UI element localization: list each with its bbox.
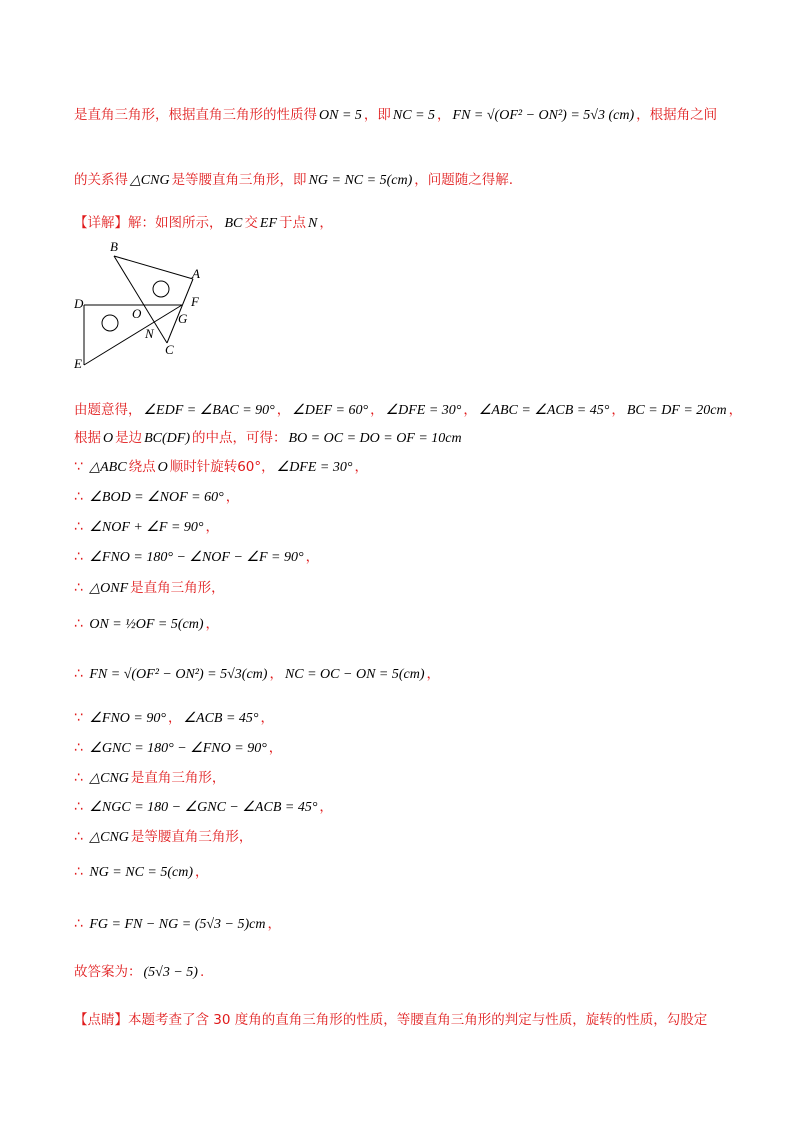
line-19 bbox=[74, 914, 281, 935]
line-16 bbox=[74, 797, 333, 818]
math-expr: ∠DFE = 30° bbox=[276, 460, 353, 475]
line-21 bbox=[74, 1010, 707, 1030]
text-run: ， bbox=[437, 107, 451, 123]
line-1 bbox=[74, 105, 717, 126]
logic-symbol: ∴ bbox=[74, 864, 88, 880]
math-expr: O bbox=[103, 431, 114, 446]
circle-def bbox=[102, 315, 118, 331]
label-A: A bbox=[192, 266, 200, 281]
math-expr: NG = NC = 5(cm) bbox=[308, 173, 413, 188]
text-run: 根据 bbox=[74, 430, 101, 446]
line-15 bbox=[74, 768, 225, 789]
math-expr: NC = 5 bbox=[392, 108, 436, 123]
text-run: ， bbox=[205, 616, 220, 632]
text-run: ， bbox=[267, 916, 281, 932]
math-expr: BC bbox=[224, 216, 243, 231]
math-expr: △ABC bbox=[89, 460, 127, 475]
text-run: 绕点 bbox=[128, 459, 156, 475]
text-run: 是直角三角形， bbox=[130, 770, 226, 786]
text-run: ， bbox=[225, 489, 240, 505]
line-9 bbox=[74, 547, 319, 568]
math-expr: ∠FNO = 180° − ∠NOF − ∠F = 90° bbox=[89, 550, 304, 565]
text-run: ， bbox=[268, 740, 283, 756]
math-expr: ON = 5 bbox=[319, 108, 362, 123]
logic-symbol: ∵ bbox=[74, 459, 88, 475]
math-expr: ∠NOF + ∠F = 90° bbox=[89, 520, 204, 535]
text-run: ， bbox=[611, 402, 625, 418]
text-run: 解：如图所示， bbox=[128, 215, 223, 231]
math-expr: FG = FN − NG = (5√3 − 5)cm bbox=[89, 917, 266, 932]
logic-symbol: ∴ bbox=[74, 489, 88, 505]
math-expr: ∠ACB = 45° bbox=[183, 711, 259, 726]
text-run: 于点 bbox=[279, 215, 306, 231]
logic-symbol: ∴ bbox=[74, 829, 88, 845]
line-10 bbox=[74, 578, 225, 599]
text-run: 【点睛】 bbox=[74, 1012, 128, 1028]
text-run: 交 bbox=[244, 215, 258, 231]
text-run: ，问题随之得解. bbox=[414, 172, 514, 188]
text-run: 由题意得， bbox=[74, 402, 142, 418]
math-expr: △ONF bbox=[89, 581, 129, 596]
text-run: 是直角三角形，根据直角三角形的性质得 bbox=[74, 107, 317, 123]
text-run: 本题考查了含 30 度角的直角三角形的性质，等腰直角三角形的判定与性质，旋转的性质，勾股定 bbox=[128, 1012, 708, 1028]
text-run: 60° bbox=[237, 459, 262, 475]
math-expr: △CNG bbox=[89, 771, 129, 786]
text-run: 是等腰直角三角形， bbox=[130, 829, 253, 845]
logic-symbol: ∴ bbox=[74, 740, 88, 756]
math-expr: O bbox=[157, 460, 168, 475]
label-N: N bbox=[145, 326, 154, 341]
math-expr: ∠FNO = 90° bbox=[89, 711, 166, 726]
text-run: ， bbox=[319, 215, 333, 231]
line-18 bbox=[74, 862, 209, 883]
logic-symbol: ∴ bbox=[74, 770, 88, 786]
math-expr: ∠NGC = 180 − ∠GNC − ∠ACB = 45° bbox=[89, 800, 318, 815]
line-12 bbox=[74, 664, 440, 685]
label-C: C bbox=[165, 342, 174, 357]
math-expr: BO = OC = DO = OF = 10cm bbox=[288, 431, 462, 446]
geometry-figure bbox=[74, 239, 200, 371]
label-B: B bbox=[110, 239, 118, 254]
text-run: 是等腰直角三角形，即 bbox=[171, 172, 307, 188]
math-expr: (5√3 − 5) bbox=[143, 965, 198, 980]
text-run: ， bbox=[269, 666, 283, 682]
logic-symbol: ∵ bbox=[74, 710, 88, 726]
text-run: ，即 bbox=[363, 107, 391, 123]
math-expr: ∠DEF = 60° bbox=[292, 403, 369, 418]
text-run: 是直角三角形， bbox=[130, 580, 225, 596]
line-11 bbox=[74, 614, 219, 635]
text-run: ， bbox=[205, 519, 220, 535]
text-run: ，根据角之间 bbox=[636, 107, 718, 123]
label-O: O bbox=[132, 306, 142, 321]
text-run: ， bbox=[276, 402, 291, 418]
label-F: F bbox=[191, 294, 199, 309]
circle-abc bbox=[153, 281, 169, 297]
text-run: 是边 bbox=[115, 430, 143, 446]
text-run: ， bbox=[354, 459, 368, 475]
logic-symbol: ∴ bbox=[74, 799, 88, 815]
text-run: 【详解】 bbox=[74, 215, 128, 231]
text-run: 的关系得 bbox=[74, 172, 128, 188]
math-expr: △CNG bbox=[89, 830, 129, 845]
math-expr: N bbox=[308, 216, 318, 231]
logic-symbol: ∴ bbox=[74, 549, 88, 565]
line-3 bbox=[74, 213, 333, 234]
text-run: ， bbox=[426, 666, 440, 682]
line-14 bbox=[74, 738, 282, 759]
text-run: ， bbox=[728, 402, 743, 418]
math-expr: NG = NC = 5(cm) bbox=[89, 865, 194, 880]
math-expr: ON = ½OF = 5(cm) bbox=[89, 617, 204, 632]
math-expr: ∠EDF = ∠BAC = 90° bbox=[143, 403, 275, 418]
text-run: 顺时针旋转 bbox=[169, 459, 238, 475]
label-E: E bbox=[74, 356, 82, 371]
text-run: ， bbox=[167, 710, 182, 726]
line-2 bbox=[74, 170, 513, 191]
label-G: G bbox=[178, 311, 188, 326]
math-expr: FN = √(OF² − ON²) = 5√3 (cm) bbox=[452, 108, 635, 123]
line-17 bbox=[74, 827, 252, 848]
line-6 bbox=[74, 457, 368, 478]
text-run: ， bbox=[305, 549, 320, 565]
math-expr: EF bbox=[259, 216, 277, 231]
text-run: 的中点，可得： bbox=[192, 430, 287, 446]
line-20 bbox=[74, 962, 204, 983]
logic-symbol: ∴ bbox=[74, 666, 88, 682]
math-expr: ∠ABC = ∠ACB = 45° bbox=[478, 403, 610, 418]
text-run: ， bbox=[260, 710, 275, 726]
line-7 bbox=[74, 487, 239, 508]
math-expr: △CNG bbox=[130, 173, 170, 188]
math-expr: NC = OC − ON = 5(cm) bbox=[284, 667, 425, 682]
math-expr: BC(DF) bbox=[144, 431, 191, 446]
text-run: ， bbox=[370, 402, 384, 418]
logic-symbol: ∴ bbox=[74, 519, 88, 535]
math-expr: ∠DFE = 30° bbox=[385, 403, 462, 418]
math-expr: FN = √(OF² − ON²) = 5√3(cm) bbox=[89, 667, 268, 682]
math-expr: ∠BOD = ∠NOF = 60° bbox=[89, 490, 224, 505]
line-8 bbox=[74, 517, 219, 538]
text-run: . bbox=[199, 964, 205, 980]
logic-symbol: ∴ bbox=[74, 616, 88, 632]
math-expr: ∠GNC = 180° − ∠FNO = 90° bbox=[89, 741, 267, 756]
triangle-rotation-diagram bbox=[74, 239, 200, 371]
line-4 bbox=[74, 400, 742, 421]
text-run: ， bbox=[261, 459, 275, 475]
text-run: ， bbox=[319, 799, 333, 815]
logic-symbol: ∴ bbox=[74, 916, 88, 932]
logic-symbol: ∴ bbox=[74, 580, 88, 596]
text-run: ， bbox=[195, 864, 209, 880]
math-expr: BC = DF = 20cm bbox=[626, 403, 727, 418]
text-run: ， bbox=[463, 402, 477, 418]
text-run: 故答案为： bbox=[74, 964, 142, 980]
line-13 bbox=[74, 708, 274, 729]
line-5 bbox=[74, 428, 464, 449]
label-D: D bbox=[74, 296, 84, 311]
